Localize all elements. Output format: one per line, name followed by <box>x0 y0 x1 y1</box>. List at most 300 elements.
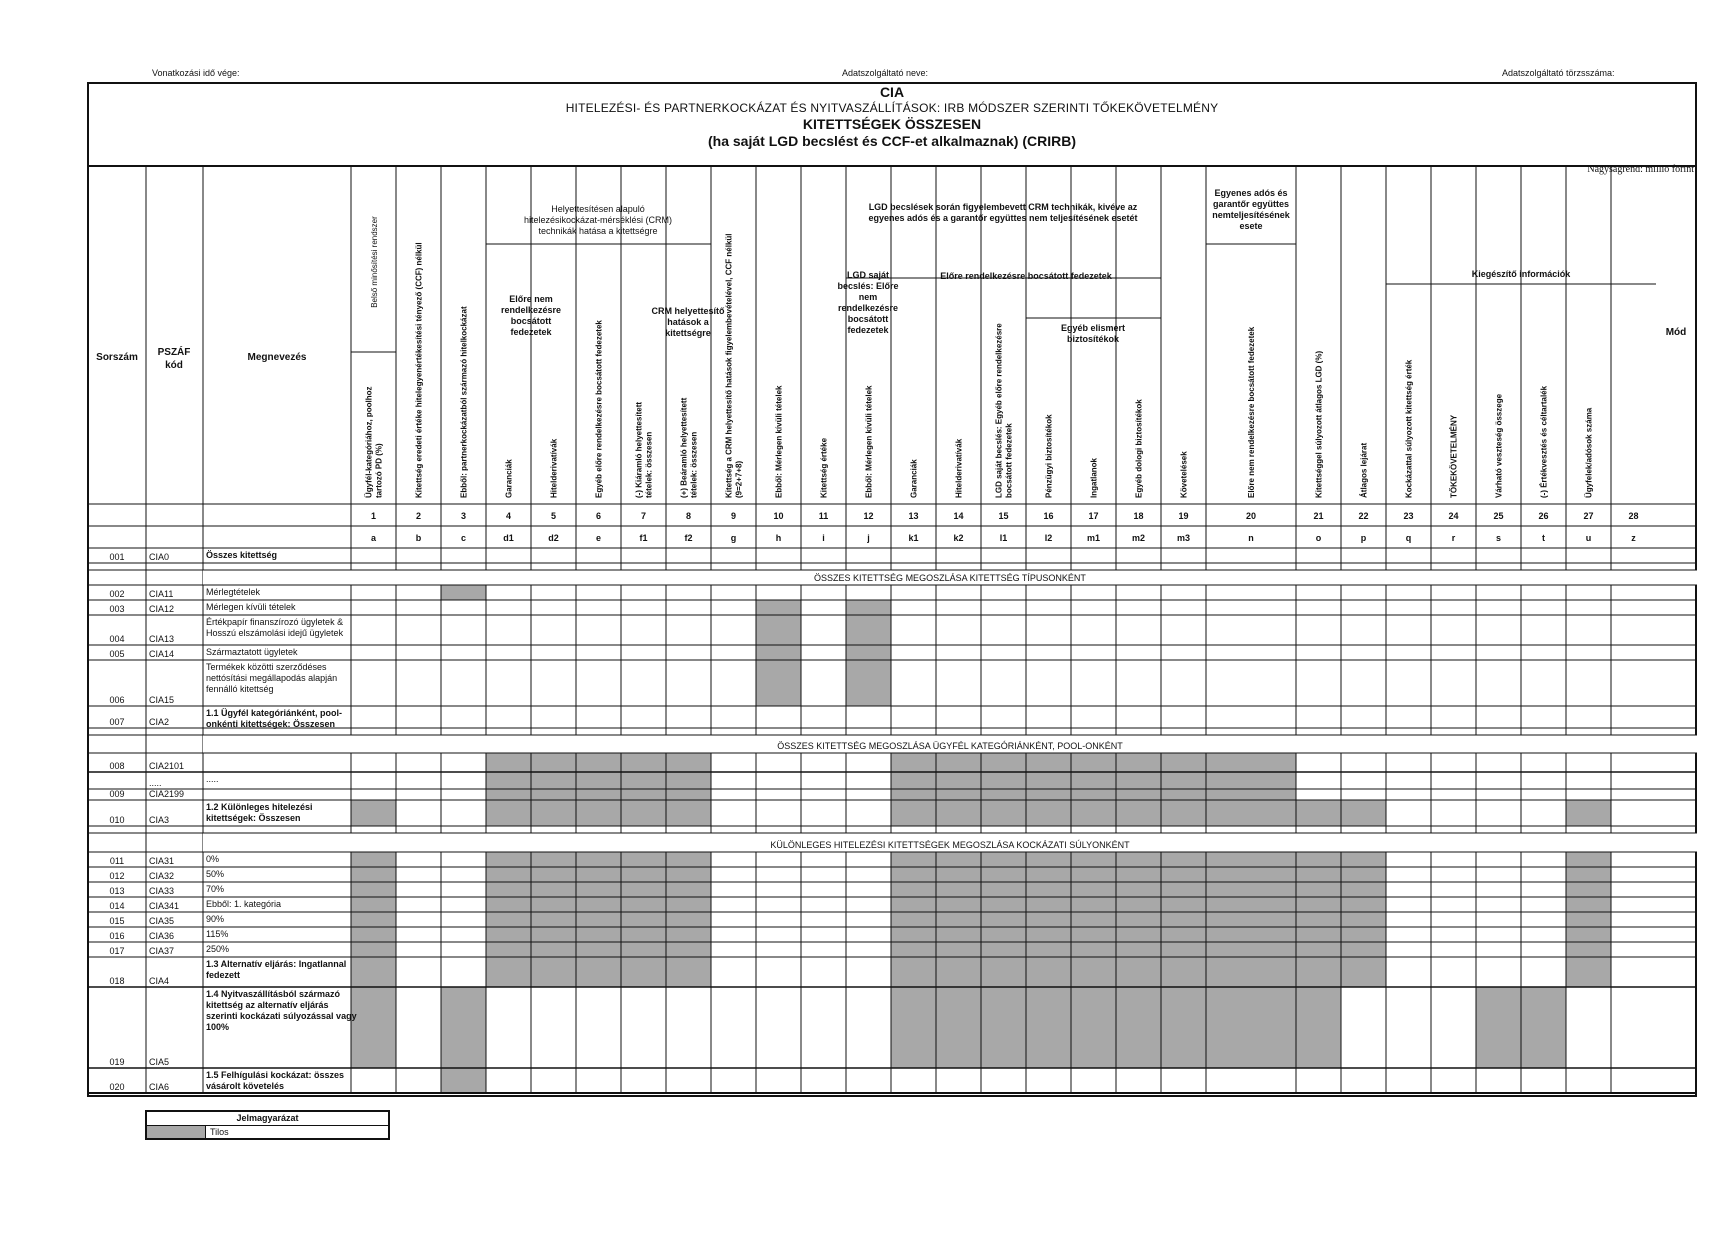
forbidden-cell <box>576 927 621 942</box>
row-code: CIA341 <box>149 901 180 911</box>
forbidden-cell <box>351 912 396 927</box>
column-number: 26 <box>1538 511 1549 521</box>
forbidden-cell <box>666 800 711 826</box>
column-number: 9 <box>730 511 737 521</box>
forbidden-cell <box>1341 882 1386 897</box>
forbidden-cell <box>531 912 576 927</box>
row-name: Származtatott ügyletek <box>206 647 298 657</box>
forbidden-cell <box>351 957 396 987</box>
forbidden-cell <box>981 912 1026 927</box>
forbidden-cell <box>1566 800 1611 826</box>
forbidden-cell <box>1116 772 1161 789</box>
column-header: Átlagos lejárat <box>1359 442 1369 498</box>
group-header-funded: Előre rendelkezésre bocsátott fedezetek <box>940 271 1112 281</box>
forbidden-cell <box>756 645 801 660</box>
row-code: CIA11 <box>149 589 174 599</box>
forbidden-cell <box>1206 789 1296 800</box>
forbidden-cell <box>666 772 711 789</box>
column-header: Egyéb dologi biztosítékok <box>1134 399 1144 498</box>
forbidden-cell <box>486 789 531 800</box>
provider-reg-label: Adatszolgáltató törzsszáma: <box>1502 68 1615 78</box>
forbidden-cell <box>891 927 936 942</box>
forbidden-cell <box>936 772 981 789</box>
column-letter: g <box>730 533 737 543</box>
forbidden-cell <box>1071 753 1116 772</box>
forbidden-cell <box>1206 957 1296 987</box>
row-name: Termékek közötti szerződéses <box>206 662 327 672</box>
column-number: 12 <box>863 511 874 521</box>
row-name: 1.1 Ügyfél kategóriánként, pool- <box>206 708 343 718</box>
forbidden-cell <box>621 753 666 772</box>
forbidden-cell <box>891 957 936 987</box>
row-name: onkénti kitettségek: Összesen <box>206 719 336 729</box>
forbidden-cell <box>936 942 981 957</box>
row-code: CIA3 <box>149 815 170 825</box>
forbidden-cell <box>1206 897 1296 912</box>
group-header-crm-subst: kitettségre <box>665 328 711 338</box>
section-title: ÖSSZES KITETTSÉG MEGOSZLÁSA KITETTSÉG TÍPUSONKÉNT <box>814 573 1086 583</box>
row-name: vásárolt követelés <box>206 1081 285 1091</box>
forbidden-cell <box>1071 867 1116 882</box>
row-number: 016 <box>109 931 125 941</box>
forbidden-cell <box>1026 912 1071 927</box>
row-number: 006 <box>109 695 125 705</box>
forbidden-cell <box>486 753 531 772</box>
forbidden-cell <box>981 957 1026 987</box>
forbidden-cell <box>1161 867 1206 882</box>
column-letter: r <box>1451 533 1456 543</box>
forbidden-cell <box>486 867 531 882</box>
forbidden-cell <box>1341 927 1386 942</box>
column-number: 19 <box>1178 511 1189 521</box>
column-number: 15 <box>998 511 1009 521</box>
forbidden-cell <box>486 942 531 957</box>
forbidden-cell <box>441 1068 486 1093</box>
column-header: Várható veszteség összege <box>1494 393 1504 498</box>
forbidden-cell <box>1026 789 1071 800</box>
column-letter: b <box>415 533 422 543</box>
forbidden-cell <box>621 957 666 987</box>
forbidden-cell <box>846 615 891 645</box>
column-header: Kitettséggel súlyozott átlagos LGD (%) <box>1314 350 1324 498</box>
column-number: 18 <box>1133 511 1144 521</box>
forbidden-cell <box>1206 927 1296 942</box>
column-header: Egyéb előre rendelkezésre bocsátott fedezetek <box>594 320 604 498</box>
row-number: 012 <box>109 871 125 881</box>
forbidden-cell <box>621 867 666 882</box>
group-header-unfunded: rendelkezésre <box>500 305 562 315</box>
forbidden-cell <box>1296 852 1341 867</box>
column-letter: m2 <box>1131 533 1146 543</box>
forbidden-cell <box>531 852 576 867</box>
forbidden-cell <box>1341 852 1386 867</box>
column-letter: c <box>460 533 467 543</box>
row-name: 50% <box>206 869 225 879</box>
forbidden-cell <box>891 942 936 957</box>
forbidden-cell <box>1161 882 1206 897</box>
forbidden-cell <box>1566 942 1611 957</box>
forbidden-cell <box>1566 912 1611 927</box>
forbidden-cell <box>1161 753 1206 772</box>
form-title-2: (ha saját LGD becslést és CCF-et alkalmaznak) (CRIRB) <box>708 133 1076 149</box>
forbidden-cell <box>666 927 711 942</box>
column-letter: e <box>595 533 602 543</box>
forbidden-cell <box>1116 957 1161 987</box>
column-header: Ügyfél-kategóriához, poolhoz <box>364 386 374 498</box>
row-name: Értékpapír finanszírozó ügyletek & <box>206 617 344 627</box>
group-header-other-collateral: Egyéb elismert <box>1060 323 1126 333</box>
row-number: 003 <box>109 604 125 614</box>
row-number: 004 <box>109 634 125 644</box>
row-number: 009 <box>109 789 125 799</box>
forbidden-cell <box>891 789 936 800</box>
forbidden-cell <box>1206 753 1296 772</box>
mod-header: Mód <box>1665 327 1687 338</box>
forbidden-cell <box>531 927 576 942</box>
forbidden-cell <box>1116 927 1161 942</box>
forbidden-cell <box>1071 882 1116 897</box>
forbidden-cell <box>621 852 666 867</box>
row-number: 013 <box>109 886 125 896</box>
column-number: 4 <box>505 511 512 521</box>
forbidden-cell <box>1071 772 1116 789</box>
forbidden-cell <box>1296 957 1341 987</box>
column-letter: l1 <box>999 533 1008 543</box>
section-title: KÜLÖNLEGES HITELEZÉSI KITETTSÉGEK MEGOSZLÁSA KOCKÁZATI SÚLYONKÉNT <box>770 840 1130 850</box>
forbidden-cell <box>576 772 621 789</box>
unit-label: Nagyságrend: millió forint <box>1587 164 1694 175</box>
row-code: CIA0 <box>149 552 170 562</box>
forbidden-cell <box>576 753 621 772</box>
column-header: tételek: összesen <box>644 431 654 498</box>
row-number: 015 <box>109 916 125 926</box>
provider-label: Adatszolgáltató neve: <box>842 68 929 78</box>
forbidden-cell <box>351 942 396 957</box>
row-code: CIA33 <box>149 886 175 896</box>
forbidden-cell <box>1026 927 1071 942</box>
column-number: 25 <box>1493 511 1504 521</box>
forbidden-cell <box>576 882 621 897</box>
row-code: CIA2 <box>149 717 170 727</box>
column-letter: h <box>775 533 782 543</box>
group-header-lgd-own: rendelkezésre <box>837 303 899 313</box>
forbidden-cell <box>486 912 531 927</box>
forbidden-cell <box>1206 987 1296 1068</box>
forbidden-cell <box>1566 927 1611 942</box>
forbidden-cell <box>666 942 711 957</box>
section-title: ÖSSZES KITETTSÉG MEGOSZLÁSA ÜGYFÉL KATEGÓRIÁNKÉNT, POOL-ONKÉNT <box>777 741 1123 751</box>
column-letter: d2 <box>548 533 559 543</box>
forbidden-cell <box>621 882 666 897</box>
forbidden-cell <box>621 942 666 957</box>
column-number: 21 <box>1313 511 1324 521</box>
row-code: CIA6 <box>149 1082 170 1092</box>
group-header-lgd-own: nem <box>858 292 878 302</box>
row-number: 008 <box>109 761 125 771</box>
row-code: CIA36 <box>149 931 175 941</box>
forbidden-cell <box>1071 987 1116 1068</box>
forbidden-cell <box>936 800 981 826</box>
forbidden-cell <box>486 897 531 912</box>
forbidden-cell <box>936 867 981 882</box>
forbidden-cell <box>1161 987 1206 1068</box>
forbidden-cell <box>1116 912 1161 927</box>
group-header-crm-subst: hatások a <box>667 317 709 327</box>
group-header-unfunded: Előre nem <box>509 294 553 304</box>
column-number: 17 <box>1088 511 1099 521</box>
row-number: 020 <box>109 1082 125 1092</box>
forbidden-cell <box>1296 927 1341 942</box>
forbidden-cell <box>1026 987 1071 1068</box>
column-header: Követelések <box>1179 451 1189 498</box>
legend-title: Jelmagyarázat <box>147 1112 388 1126</box>
row-number: 001 <box>109 552 125 562</box>
forbidden-cell <box>936 957 981 987</box>
forbidden-cell <box>891 882 936 897</box>
column-letter: u <box>1585 533 1592 543</box>
forbidden-cell <box>1161 789 1206 800</box>
forbidden-cell <box>351 852 396 867</box>
row-name: Mérlegtételek <box>206 587 261 597</box>
forbidden-cell <box>1566 882 1611 897</box>
pszaf-header: kód <box>165 360 183 371</box>
column-header: Kitettség a CRM helyettesítő hatások figyelembevételével, CCF nélkül <box>724 233 734 498</box>
column-letter: i <box>822 533 825 543</box>
column-number: 23 <box>1403 511 1414 521</box>
column-letter: s <box>1495 533 1502 543</box>
forbidden-cell <box>531 789 576 800</box>
forbidden-cell <box>936 927 981 942</box>
row-name: Hosszú elszámolási idejű ügyletek <box>206 628 344 638</box>
row-code: CIA13 <box>149 634 175 644</box>
forbidden-cell <box>666 867 711 882</box>
group-header-lgd-own: bocsátott <box>847 314 889 324</box>
forbidden-cell <box>1116 882 1161 897</box>
group-header-double-default: garantőr együttes <box>1212 199 1290 209</box>
megnevezes-header: Megnevezés <box>247 352 307 363</box>
forbidden-cell <box>936 912 981 927</box>
column-letter: l2 <box>1044 533 1053 543</box>
forbidden-cell <box>981 897 1026 912</box>
group-header-double-default: Egyenes adós és <box>1214 188 1288 198</box>
forbidden-cell <box>531 867 576 882</box>
column-header: Előre nem rendelkezésre bocsátott fedezetek <box>1247 326 1256 498</box>
row-name: 1.3 Alternatív eljárás: Ingatlannal <box>206 959 347 969</box>
column-letter: t <box>1542 533 1545 543</box>
row-code: CIA31 <box>149 856 175 866</box>
group-header-other-collateral: biztosítékok <box>1066 334 1120 344</box>
forbidden-cell <box>621 772 666 789</box>
column-number: 3 <box>460 511 467 521</box>
row-name: 90% <box>206 914 225 924</box>
forbidden-cell <box>846 660 891 706</box>
row-name: 115% <box>206 929 229 939</box>
column-number: 27 <box>1583 511 1594 521</box>
column-header: Kitettség értéke <box>819 437 829 498</box>
forbidden-cell <box>531 753 576 772</box>
forbidden-cell <box>531 772 576 789</box>
row-code: CIA37 <box>149 946 175 956</box>
column-header: Ebből: Mérlegen kívüli tételek <box>864 385 874 498</box>
forbidden-cell <box>1161 800 1206 826</box>
forbidden-cell <box>1341 912 1386 927</box>
column-number: 2 <box>415 511 422 521</box>
forbidden-cell <box>1161 897 1206 912</box>
column-header: (-) Kiáramló helyettesített <box>634 401 644 498</box>
column-header: Ebből: Mérlegen kívüli tételek <box>774 385 784 498</box>
row-code: CIA14 <box>149 649 175 659</box>
forbidden-cell <box>981 772 1026 789</box>
group-header-crm: hitelezésikockázat-mérséklési (CRM) <box>523 215 673 225</box>
row-number: 010 <box>109 815 125 825</box>
forbidden-cell <box>666 897 711 912</box>
forbidden-cell <box>981 927 1026 942</box>
forbidden-cell <box>576 789 621 800</box>
column-letter: a <box>370 533 377 543</box>
row-number: 007 <box>109 717 125 727</box>
forbidden-cell <box>621 897 666 912</box>
forbidden-cell <box>981 867 1026 882</box>
group-header-lgd-own: becslés: Előre <box>837 281 899 291</box>
forbidden-cell <box>531 942 576 957</box>
column-number: 22 <box>1358 511 1369 521</box>
column-number: 7 <box>640 511 647 521</box>
forbidden-cell <box>936 882 981 897</box>
forbidden-cell <box>621 800 666 826</box>
forbidden-cell <box>1206 867 1296 882</box>
column-number: 8 <box>685 511 692 521</box>
forbidden-cell <box>846 645 891 660</box>
row-name: Ebből: 1. kategória <box>206 899 282 909</box>
column-letter: k1 <box>908 533 919 543</box>
row-number: 005 <box>109 649 125 659</box>
forbidden-cell <box>576 912 621 927</box>
row-code: CIA32 <box>149 871 175 881</box>
row-name: fennálló kitettség <box>206 684 274 694</box>
forbidden-cell <box>576 897 621 912</box>
forbidden-cell <box>936 897 981 912</box>
form-subtitle: HITELEZÉSI- ÉS PARTNERKOCKÁZAT ÉS NYITVASZÁLLÍTÁSOK: IRB MÓDSZER SZERINTI TŐKEKÖVETELMÉNY <box>565 101 1219 115</box>
column-number: 5 <box>550 511 557 521</box>
forbidden-cell <box>981 882 1026 897</box>
forbidden-cell <box>1071 897 1116 912</box>
row-name: ..... <box>206 774 219 784</box>
row-name: kitettség az alternatív eljárás <box>206 1000 329 1010</box>
forbidden-cell <box>351 927 396 942</box>
column-number: 24 <box>1448 511 1459 521</box>
row-code: CIA4 <box>149 976 170 986</box>
group-header-lgd: LGD becslések során figyelembevett CRM technikák, kivéve az <box>868 202 1138 212</box>
forbidden-cell <box>1116 800 1161 826</box>
forbidden-cell <box>891 867 936 882</box>
column-header: LGD saját becslés: Egyéb előre rendelkezésre <box>994 323 1004 498</box>
forbidden-cell <box>1116 987 1161 1068</box>
forbidden-cell <box>486 772 531 789</box>
group-header-double-default: esete <box>1239 221 1263 231</box>
forbidden-cell <box>1341 942 1386 957</box>
forbidden-cell <box>1161 912 1206 927</box>
forbidden-cell <box>486 852 531 867</box>
row-number: 014 <box>109 901 125 911</box>
forbidden-cell <box>576 942 621 957</box>
column-header: (-) Értékvesztés és céltartalék <box>1539 385 1549 498</box>
forbidden-cell <box>936 753 981 772</box>
forbidden-cell <box>981 753 1026 772</box>
forbidden-cell <box>666 753 711 772</box>
group-header-supplementary: Kiegészítő információk <box>1471 269 1571 279</box>
forbidden-cell <box>1296 942 1341 957</box>
forbidden-cell <box>1161 772 1206 789</box>
forbidden-cell <box>486 957 531 987</box>
forbidden-cell <box>1116 852 1161 867</box>
column-letter: z <box>1631 533 1636 543</box>
row-code: CIA5 <box>149 1057 170 1067</box>
column-letter: o <box>1315 533 1322 543</box>
forbidden-cell <box>1296 912 1341 927</box>
row-name: kitettségek: Összesen <box>206 813 301 823</box>
row-number: 002 <box>109 589 125 599</box>
column-number: 1 <box>370 511 377 521</box>
row-name: 70% <box>206 884 225 894</box>
group-header-unfunded: bocsátott <box>510 316 552 326</box>
group-header-rating-system: Belső minősítési rendszer <box>370 216 379 308</box>
forbidden-cell <box>576 957 621 987</box>
row-number: 017 <box>109 946 125 956</box>
group-header-lgd-own: fedezetek <box>847 325 889 335</box>
forbidden-cell <box>981 852 1026 867</box>
column-letter: k2 <box>953 533 964 543</box>
forbidden-cell <box>666 912 711 927</box>
column-header: Ebből: partnerkockázatból származó hitelkockázat <box>459 306 469 498</box>
column-header: bocsátott fedezetek <box>1004 423 1014 498</box>
forbidden-cell <box>531 882 576 897</box>
legend-swatch <box>147 1126 206 1138</box>
forbidden-cell <box>621 912 666 927</box>
row-code: ..... <box>149 778 162 788</box>
forbidden-cell <box>1071 800 1116 826</box>
forbidden-cell <box>1566 957 1611 987</box>
forbidden-cell <box>1026 942 1071 957</box>
forbidden-cell <box>1206 800 1296 826</box>
row-code: CIA35 <box>149 916 175 926</box>
row-name: nettósítási megállapodás alapján <box>206 673 338 683</box>
forbidden-cell <box>1296 987 1341 1068</box>
column-number: 6 <box>595 511 602 521</box>
forbidden-cell <box>666 789 711 800</box>
column-number: 16 <box>1043 511 1054 521</box>
column-number: 20 <box>1245 511 1257 521</box>
forbidden-cell <box>1026 852 1071 867</box>
forbidden-cell <box>1341 897 1386 912</box>
forbidden-cell <box>531 897 576 912</box>
row-number: 019 <box>109 1057 125 1067</box>
forbidden-cell <box>486 927 531 942</box>
forbidden-cell <box>846 600 891 615</box>
forbidden-cell <box>1026 957 1071 987</box>
group-header-unfunded: fedezetek <box>510 327 552 337</box>
forbidden-cell <box>1071 852 1116 867</box>
column-number: 13 <box>908 511 919 521</box>
forbidden-cell <box>1116 897 1161 912</box>
forbidden-cell <box>1026 800 1071 826</box>
forbidden-cell <box>1161 927 1206 942</box>
period-label: Vonatkozási idő vége: <box>152 68 240 78</box>
forbidden-cell <box>1206 852 1296 867</box>
forbidden-cell <box>1206 882 1296 897</box>
forbidden-cell <box>1566 897 1611 912</box>
forbidden-cell <box>666 957 711 987</box>
forbidden-cell <box>1341 800 1386 826</box>
